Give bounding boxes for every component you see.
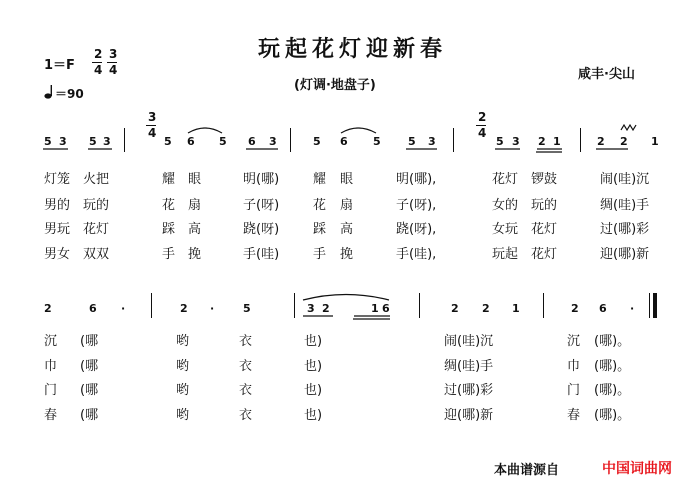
lyric: (哪)。 [594, 408, 631, 423]
lyric: 也) [304, 334, 323, 349]
lyric: 火把 [83, 172, 110, 187]
lyric: 男女 [44, 247, 71, 262]
lyric: 耀 [162, 172, 176, 187]
note: 1 [651, 135, 659, 148]
lyric: 哟 [176, 408, 190, 423]
lyric: 巾 [567, 359, 581, 374]
note: 3 [512, 135, 520, 148]
note: 6 [599, 302, 607, 315]
note: 5 [44, 135, 52, 148]
lyric: 灯笼 [44, 172, 71, 187]
augmentation-dot: · [210, 302, 215, 315]
time-signature-num-1: 2 [94, 47, 103, 61]
lyric: 明(哪) [243, 172, 280, 187]
note: 3 [428, 135, 436, 148]
lyric: 花灯 [531, 247, 558, 262]
lyric: 踩 [313, 222, 327, 237]
lyric: 手 [162, 247, 176, 262]
final-bar-line-thick [653, 293, 657, 318]
source-label: 本曲谱源自 [494, 463, 560, 478]
lyric: 也) [304, 383, 323, 398]
lyric: 跷(呀), [396, 222, 437, 237]
lyric: 绸(哇)手 [444, 359, 494, 374]
bar-line [294, 293, 295, 318]
lyric: 子(呀) [243, 198, 280, 213]
lyric: 手 [313, 247, 327, 262]
lyric: 手(哇) [243, 247, 280, 262]
lyric: 扇 [340, 198, 354, 213]
time-signature-den-1: 4 [94, 63, 103, 77]
lyric: 明(哪), [396, 172, 437, 187]
note: 3 [103, 135, 111, 148]
lyric: 高 [188, 222, 202, 237]
lyric: 扇 [188, 198, 202, 213]
note: 2 [571, 302, 579, 315]
note: 2 [482, 302, 490, 315]
lyric: 闹(哇)沉 [444, 334, 494, 349]
note: 2 [538, 135, 546, 148]
lyric: 绸(哇)手 [600, 198, 650, 213]
lyric: 花灯 [492, 172, 519, 187]
lyric: 眼 [188, 172, 202, 187]
lyric: 沉 [567, 334, 581, 349]
note: 3 [269, 135, 277, 148]
lyric: 衣 [239, 334, 253, 349]
lyric: 衣 [239, 359, 253, 374]
note: 2 [180, 302, 188, 315]
lyric: 挽 [188, 247, 202, 262]
lyric: 闹(哇)沉 [600, 172, 650, 187]
lyric: (哪 [80, 383, 99, 398]
lyric: 锣鼓 [531, 172, 558, 187]
note: 5 [373, 135, 381, 148]
lyric: 跷(呀) [243, 222, 280, 237]
lyric: 哟 [176, 359, 190, 374]
lyric: 哟 [176, 383, 190, 398]
note: 5 [313, 135, 321, 148]
note: 5 [243, 302, 251, 315]
lyric: 玩的 [83, 198, 110, 213]
song-title: 玩起花灯迎新春 [258, 37, 448, 62]
note: 2 [620, 135, 628, 148]
lyric: 也) [304, 359, 323, 374]
lyric: 沉 [44, 334, 58, 349]
lyric: (哪)。 [594, 383, 631, 398]
tempo-marking: ＝90 [55, 87, 84, 101]
lyric: 双双 [83, 247, 110, 262]
note: 3 [59, 135, 67, 148]
time-signature-den-2: 4 [109, 63, 118, 77]
lyric: (哪 [80, 408, 99, 423]
note: 1 [371, 302, 379, 315]
lyric: 过(哪)彩 [600, 222, 650, 237]
lyric: 挽 [340, 247, 354, 262]
lyric: 子(呀), [396, 198, 437, 213]
note: 2 [44, 302, 52, 315]
song-subtitle: (灯调·地盘子) [294, 78, 376, 93]
mordent-ornament [621, 125, 636, 130]
lyric: 门 [44, 383, 58, 398]
note: 5 [496, 135, 504, 148]
lyric: 迎(哪)新 [444, 408, 494, 423]
lyric: 男的 [44, 198, 71, 213]
lyric: 花灯 [531, 222, 558, 237]
lyric: 耀 [313, 172, 327, 187]
lyric: 春 [567, 408, 581, 423]
lyric: 手(哇), [396, 247, 437, 262]
lyric: 玩起 [492, 247, 519, 262]
time-change-3-4-num: 3 [148, 110, 157, 124]
lyric: 高 [340, 222, 354, 237]
note: 2 [597, 135, 605, 148]
note: 6 [89, 302, 97, 315]
augmentation-dot: · [630, 302, 635, 315]
final-bar-line-thin [649, 293, 650, 318]
note: 5 [219, 135, 227, 148]
lyric: 也) [304, 408, 323, 423]
lyric: 踩 [162, 222, 176, 237]
lyric: 女玩 [492, 222, 519, 237]
augmentation-dot: · [121, 302, 126, 315]
note: 6 [248, 135, 256, 148]
tie [341, 128, 376, 133]
lyric: 玩的 [531, 198, 558, 213]
lyric: 哟 [176, 334, 190, 349]
lyric: 女的 [492, 198, 519, 213]
time-change-2-4-den: 4 [478, 126, 487, 140]
note: 2 [451, 302, 459, 315]
time-signature-num-2: 3 [109, 47, 118, 61]
note: 3 [307, 302, 315, 315]
lyric: 迎(哪)新 [600, 247, 650, 262]
note: 5 [408, 135, 416, 148]
lyric: 过(哪)彩 [444, 383, 494, 398]
lyric: 花 [162, 198, 176, 213]
note: 2 [322, 302, 330, 315]
lyric: (哪)。 [594, 359, 631, 374]
lyric: 门 [567, 383, 581, 398]
lyric: 眼 [340, 172, 354, 187]
note: 5 [164, 135, 172, 148]
note: 5 [89, 135, 97, 148]
lyric: 衣 [239, 383, 253, 398]
lyric: 花 [313, 198, 327, 213]
tie [188, 128, 222, 133]
note: 1 [553, 135, 561, 148]
lyric: 春 [44, 408, 58, 423]
time-change-2-4-num: 2 [478, 110, 487, 124]
lyric: 衣 [239, 408, 253, 423]
lyric: (哪)。 [594, 334, 631, 349]
lyric: 花灯 [83, 222, 110, 237]
time-change-3-4-den: 4 [148, 126, 157, 140]
note: 1 [512, 302, 520, 315]
note: 6 [187, 135, 195, 148]
source-brand-link[interactable]: 中国词曲网 [602, 461, 672, 477]
lyric: (哪 [80, 359, 99, 374]
bar-line [419, 293, 420, 318]
lyric: 男玩 [44, 222, 71, 237]
lyric: (哪 [80, 334, 99, 349]
bar-line [543, 293, 544, 318]
region-credit: 咸丰·尖山 [578, 67, 635, 82]
note: 6 [382, 302, 390, 315]
key-signature: 1＝F [44, 58, 75, 73]
tie [303, 295, 389, 301]
lyric: 巾 [44, 359, 58, 374]
bar-line [151, 293, 152, 318]
note: 6 [340, 135, 348, 148]
